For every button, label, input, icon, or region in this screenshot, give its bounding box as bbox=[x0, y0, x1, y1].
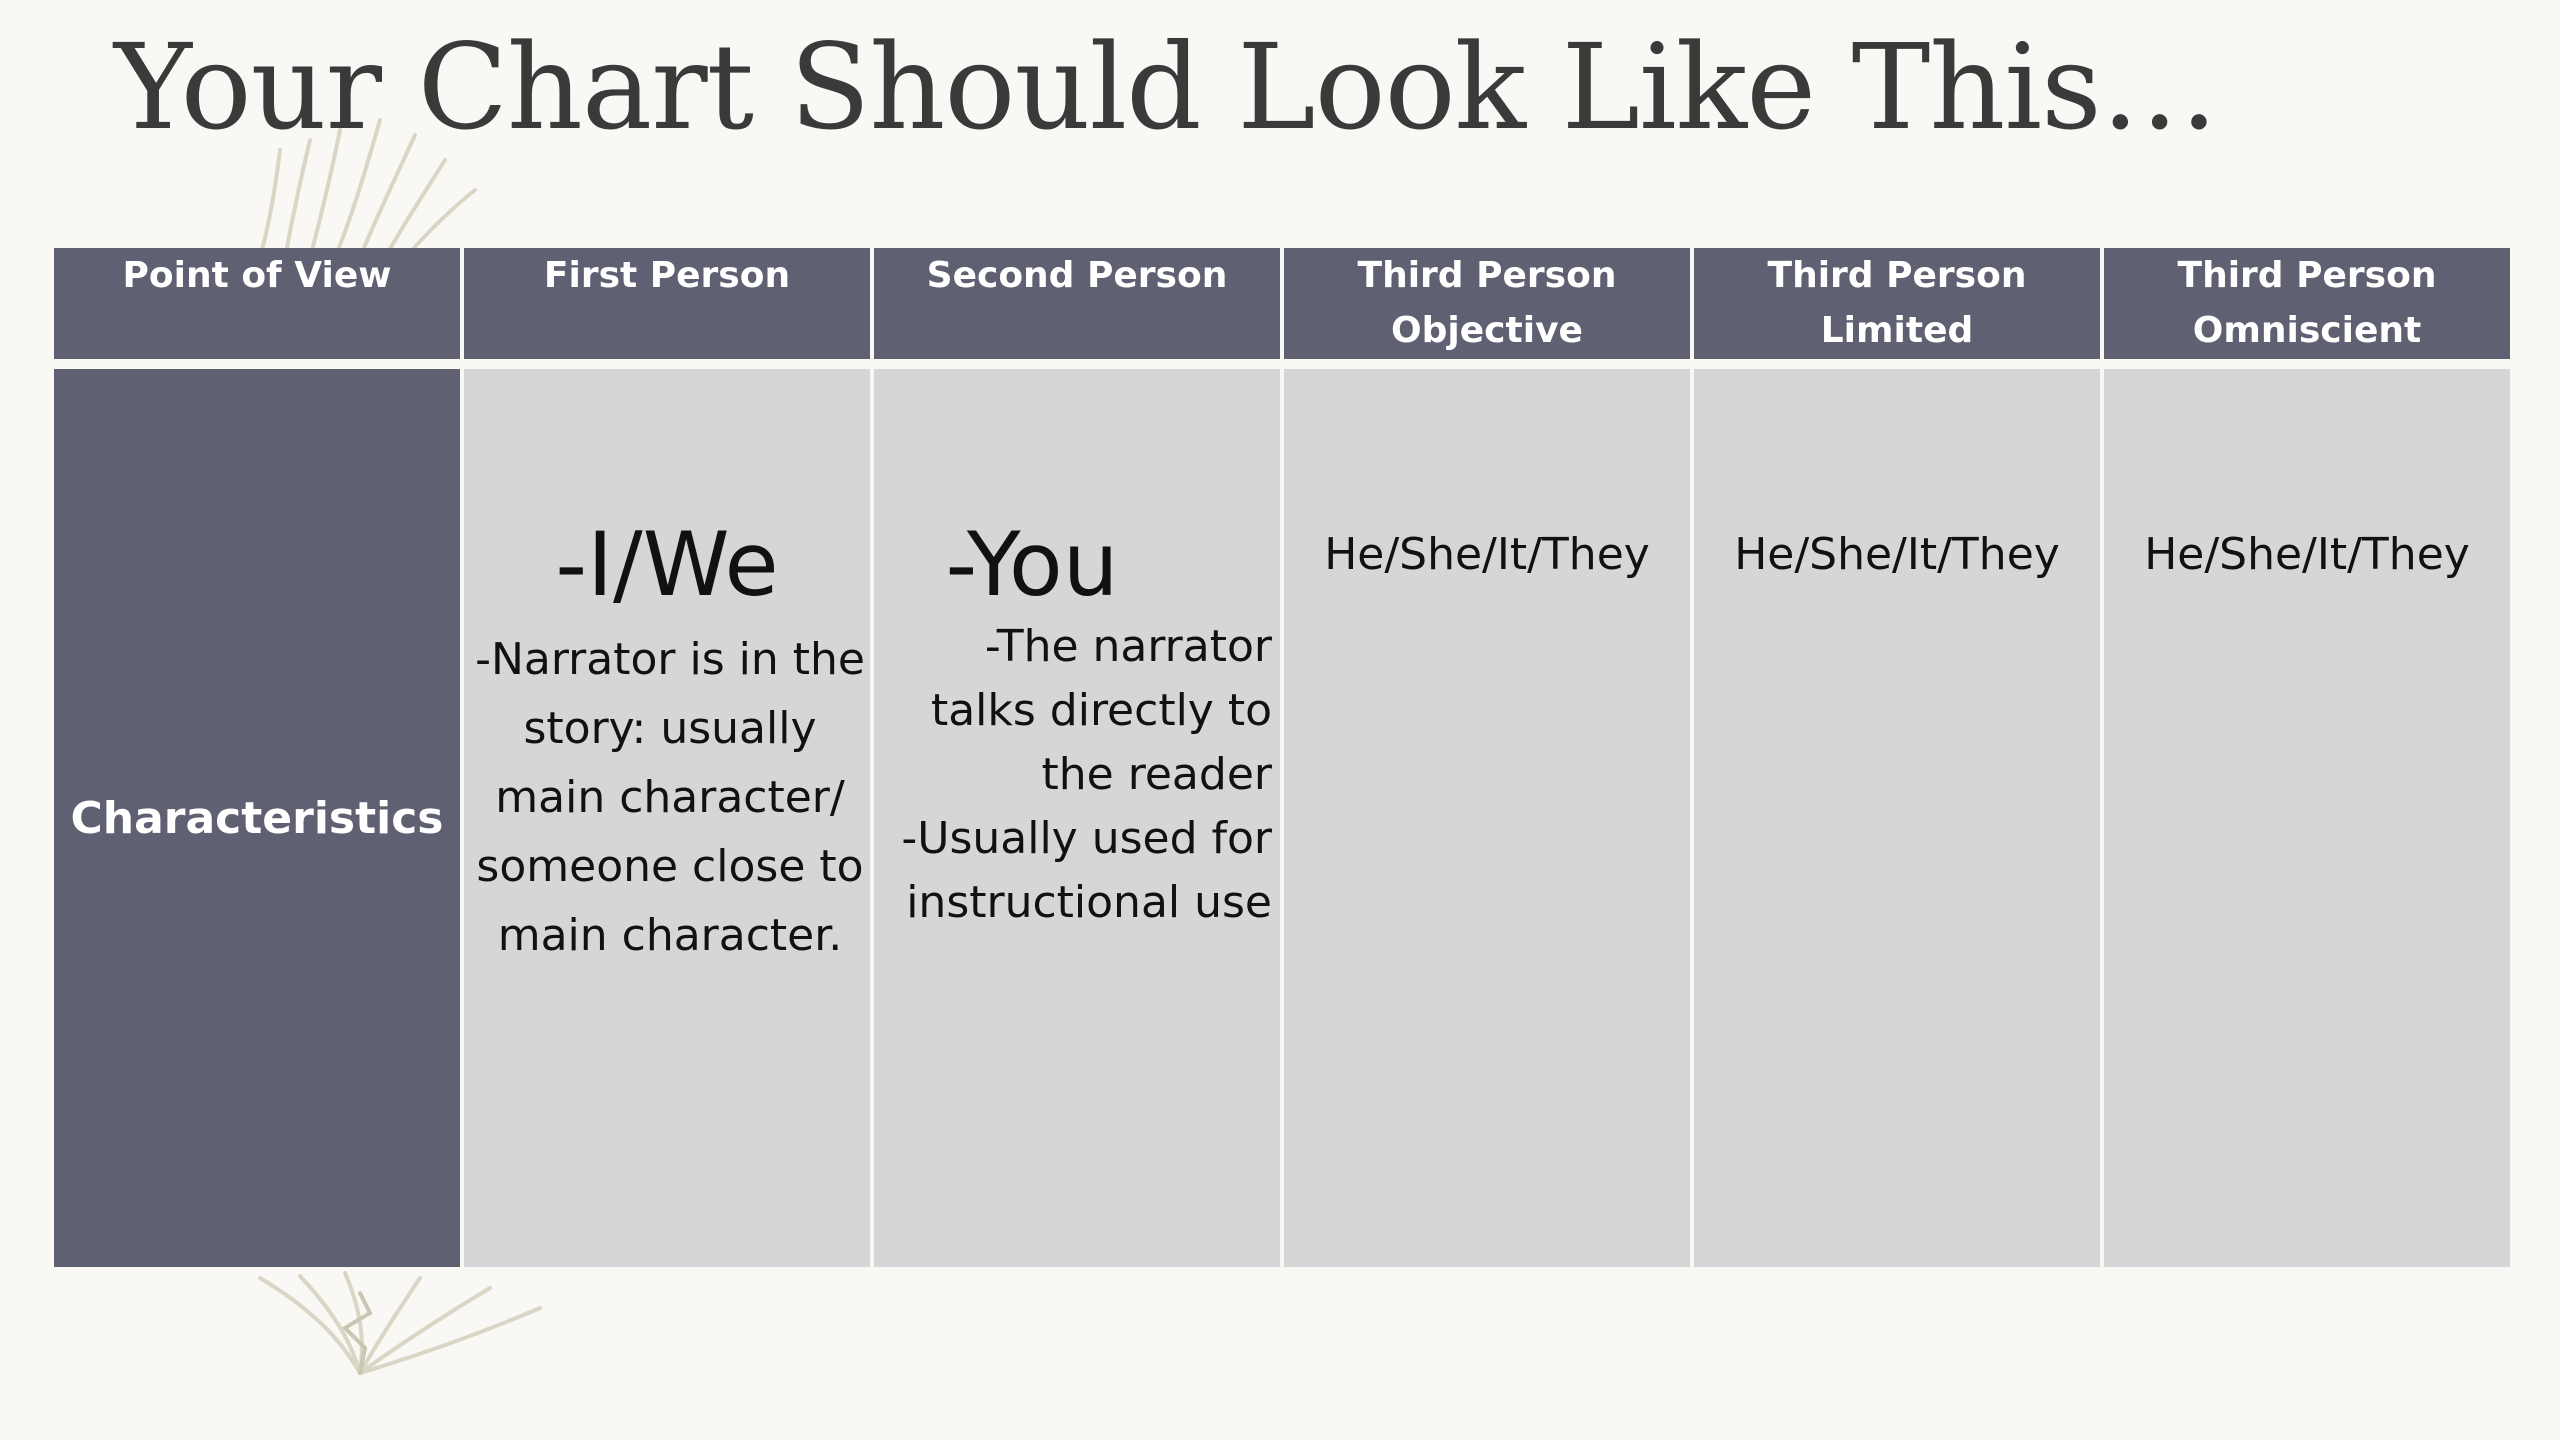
row-label-characteristics: Characteristics bbox=[54, 369, 460, 1267]
description-line: talks directly to bbox=[930, 685, 1272, 736]
header-third-person-limited bbox=[1694, 248, 2100, 359]
cell-third-person-objective bbox=[1284, 369, 1690, 1267]
header-line: Third Person Limited bbox=[1767, 255, 2027, 351]
cell-first-person bbox=[464, 369, 870, 1267]
page-title: Your Chart Should Look Like This… bbox=[114, 18, 2218, 156]
header-second-person bbox=[874, 248, 1280, 359]
description-line: -The narrator bbox=[984, 621, 1272, 672]
description-line: -Narrator is in the bbox=[475, 634, 865, 685]
description-line: the reader bbox=[1041, 749, 1272, 800]
cell-second-person bbox=[874, 369, 1280, 1267]
description-line: instructional use bbox=[906, 877, 1272, 928]
description-line: someone close to bbox=[476, 841, 864, 892]
description-line: story: usually bbox=[523, 703, 817, 754]
header-third-person-objective bbox=[1284, 248, 1690, 359]
point-of-view-table bbox=[54, 248, 2511, 1268]
header-line: Omniscient bbox=[2192, 310, 2422, 351]
header-third-person-omniscient bbox=[2104, 248, 2510, 359]
description-line: -Usually used for bbox=[901, 813, 1272, 864]
header-line: Third Person bbox=[2177, 255, 2437, 296]
header-first-person bbox=[464, 248, 870, 359]
description-line: main character. bbox=[497, 910, 843, 961]
description-line: main character/ bbox=[495, 772, 845, 823]
third-limited-pronouns: He/She/It/They bbox=[1734, 529, 2060, 580]
header-line: Second Person bbox=[926, 255, 1228, 296]
third-objective-pronouns: He/She/It/They bbox=[1324, 529, 1650, 580]
header-line: Point of View bbox=[122, 255, 392, 296]
cell-third-person-limited bbox=[1694, 369, 2100, 1267]
first-person-description bbox=[464, 615, 870, 970]
first-person-pronoun: -I/We bbox=[555, 513, 779, 616]
third-omniscient-pronouns: He/She/It/They bbox=[2144, 529, 2470, 580]
header-line: Objective bbox=[1391, 310, 1583, 351]
second-person-pronoun: -You bbox=[945, 513, 1119, 616]
header-line: Third Person bbox=[1357, 255, 1617, 296]
leaf-decoration-bottom bbox=[250, 1268, 550, 1378]
second-person-description bbox=[874, 615, 1280, 935]
cell-third-person-omniscient bbox=[2104, 369, 2510, 1267]
header-line: First Person bbox=[543, 255, 791, 296]
header-point-of-view bbox=[54, 248, 460, 359]
